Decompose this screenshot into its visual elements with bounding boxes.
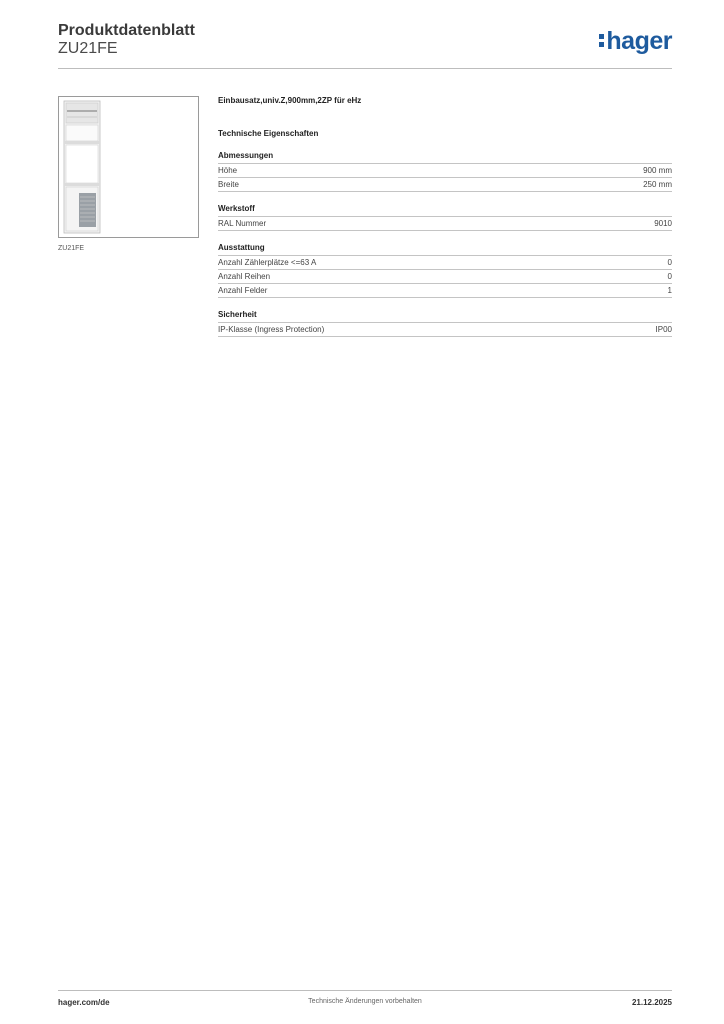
section-abmessungen <box>218 150 672 192</box>
distribution-cabinet-insert-icon <box>59 97 198 237</box>
property-value: 900 mm <box>643 166 672 175</box>
logo-colon-icon <box>599 31 604 49</box>
property-value: 250 mm <box>643 180 672 189</box>
property-label: Anzahl Zählerplätze <=63 A <box>218 258 317 267</box>
property-row <box>218 284 672 298</box>
property-label: IP-Klasse (Ingress Protection) <box>218 325 325 334</box>
footer-date: 21.12.2025 <box>631 998 672 1007</box>
property-value: 0 <box>667 258 672 267</box>
property-label: Breite <box>218 180 239 189</box>
document-title: Produktdatenblatt <box>58 22 195 39</box>
product-details <box>218 96 672 348</box>
property-label: RAL Nummer <box>218 219 267 228</box>
property-value: 0 <box>667 272 672 281</box>
footer-divider <box>58 990 672 991</box>
property-row <box>218 256 672 270</box>
document-header <box>58 22 195 58</box>
logo-text: hager <box>606 27 672 55</box>
property-row <box>218 217 672 231</box>
product-name: Einbausatz,univ.Z,900mm,2ZP für eHz <box>218 96 362 105</box>
section-title: Werkstoff <box>218 203 672 217</box>
technical-properties-title: Technische Eigenschaften <box>218 129 319 138</box>
property-row <box>218 323 672 337</box>
footer-disclaimer: Technische Änderungen vorbehalten <box>308 998 422 1005</box>
property-value: IP00 <box>655 325 672 334</box>
property-value: 1 <box>667 286 672 295</box>
footer <box>58 998 672 1010</box>
footer-website-link[interactable]: hager.com/de <box>58 998 110 1007</box>
section-title: Sicherheit <box>218 309 672 323</box>
section-sicherheit <box>218 309 672 337</box>
section-werkstoff <box>218 203 672 231</box>
section-title: Abmessungen <box>218 150 672 164</box>
product-image-frame <box>58 96 199 238</box>
property-label: Anzahl Reihen <box>218 272 271 281</box>
hager-logo <box>599 27 672 55</box>
product-code: ZU21FE <box>58 40 118 57</box>
property-row <box>218 178 672 192</box>
property-value: 9010 <box>654 219 672 228</box>
property-row <box>218 270 672 284</box>
property-label: Anzahl Felder <box>218 286 268 295</box>
header-divider <box>58 68 672 69</box>
property-label: Höhe <box>218 166 238 175</box>
section-title: Ausstattung <box>218 242 672 256</box>
property-row <box>218 164 672 178</box>
image-caption: ZU21FE <box>58 245 85 252</box>
section-ausstattung <box>218 242 672 298</box>
